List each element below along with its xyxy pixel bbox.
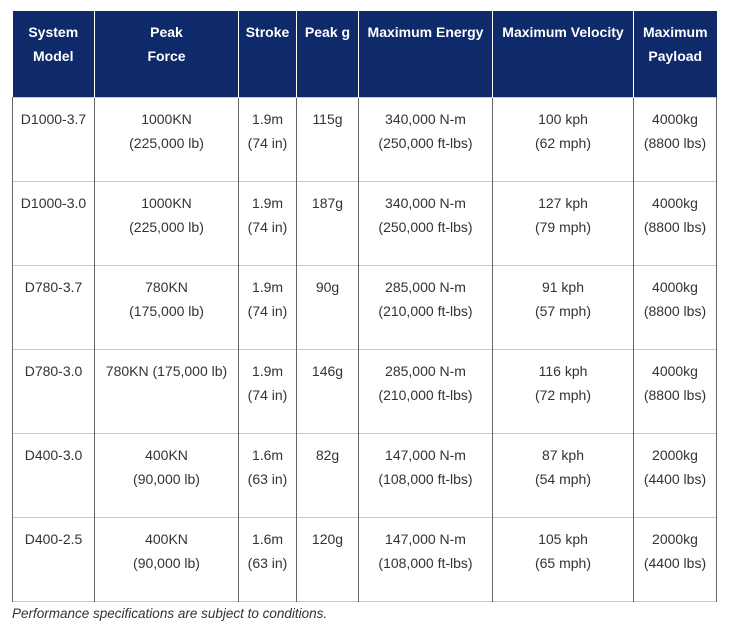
cell-payload [634, 517, 717, 601]
table-row [13, 433, 717, 517]
cell-line: (8800 lbs) [643, 134, 707, 151]
cell-line: (72 mph) [534, 386, 592, 403]
cell-payload [634, 181, 717, 265]
cell-velocity [493, 97, 634, 181]
column-header [239, 11, 297, 97]
cell-peak-g [297, 433, 359, 517]
cell-line: (63 in) [247, 470, 288, 487]
cell-line: 115g [312, 110, 343, 127]
spec-table [12, 11, 717, 602]
cell-line: (62 mph) [534, 134, 592, 151]
footnote: Performance specifications are subject to conditions. [12, 605, 328, 621]
cell-velocity [493, 181, 634, 265]
cell-line: (79 mph) [534, 218, 592, 235]
cell-line: 91 kph [541, 278, 585, 295]
cell-line: (4400 lbs) [643, 470, 707, 487]
cell-line: 147,000 N-m [385, 446, 466, 463]
cell-line: 400KN [145, 530, 188, 547]
cell-payload [634, 349, 717, 433]
cell-line: (63 in) [247, 554, 288, 571]
cell-line: 2000kg [652, 530, 698, 547]
cell-stroke [239, 181, 297, 265]
cell-line: 2000kg [652, 446, 698, 463]
cell-stroke [239, 265, 297, 349]
column-header-line: Maximum [642, 24, 708, 40]
cell-line: 1.9m [251, 110, 284, 127]
column-header-line: Stroke [245, 24, 290, 40]
cell-energy [359, 181, 493, 265]
cell-energy [359, 433, 493, 517]
cell-line: (250,000 ft-lbs) [378, 218, 473, 235]
cell-energy [359, 97, 493, 181]
column-header-line: Maximum Velocity [502, 24, 624, 40]
cell-line: (250,000 ft-lbs) [378, 134, 473, 151]
cell-line: 1.9m [251, 194, 284, 211]
cell-line: (108,000 ft-lbs) [378, 554, 473, 571]
cell-line: (74 in) [247, 302, 288, 319]
table-row [13, 97, 717, 181]
cell-line: 116 kph [538, 362, 588, 379]
cell-line: (225,000 lb) [129, 134, 204, 151]
cell-line: 4000kg [652, 194, 698, 211]
cell-energy [359, 517, 493, 601]
table-body [13, 97, 717, 601]
column-header-line: Peak g [304, 24, 351, 40]
cell-force [95, 517, 239, 601]
cell-line: 285,000 N-m [385, 278, 466, 295]
cell-line: D400-3.0 [24, 446, 83, 463]
cell-payload [634, 265, 717, 349]
cell-stroke [239, 517, 297, 601]
cell-peak-g [297, 181, 359, 265]
cell-line: 1.9m [251, 278, 284, 295]
cell-force [95, 97, 239, 181]
cell-line: (210,000 ft-lbs) [378, 302, 473, 319]
column-header [359, 11, 493, 97]
column-header-line: Model [33, 48, 74, 64]
cell-model [13, 517, 95, 601]
cell-velocity [493, 517, 634, 601]
cell-model [13, 265, 95, 349]
cell-line: D400-2.5 [24, 530, 83, 547]
column-header [297, 11, 359, 97]
column-header [493, 11, 634, 97]
cell-model [13, 97, 95, 181]
cell-peak-g [297, 265, 359, 349]
cell-line: 100 kph [538, 110, 588, 127]
cell-model [13, 433, 95, 517]
cell-line: 90g [315, 278, 340, 295]
cell-line: D780-3.0 [24, 362, 83, 379]
cell-stroke [239, 433, 297, 517]
cell-line: 105 kph [538, 530, 588, 547]
cell-line: 1.6m [251, 446, 284, 463]
cell-line: 82g [315, 446, 340, 463]
cell-payload [634, 97, 717, 181]
cell-line: 780KN (175,000 lb) [105, 362, 228, 379]
cell-line: 340,000 N-m [385, 194, 466, 211]
cell-line: 127 kph [538, 194, 588, 211]
cell-line: 340,000 N-m [385, 110, 466, 127]
cell-payload [634, 433, 717, 517]
cell-force [95, 181, 239, 265]
cell-line: (225,000 lb) [129, 218, 204, 235]
column-header [634, 11, 717, 97]
table-row [13, 349, 717, 433]
cell-line: (74 in) [247, 386, 288, 403]
cell-line: 87 kph [541, 446, 585, 463]
cell-line: 4000kg [652, 362, 698, 379]
cell-peak-g [297, 349, 359, 433]
cell-line: 4000kg [652, 110, 698, 127]
column-header [95, 11, 239, 97]
cell-velocity [493, 265, 634, 349]
cell-line: (8800 lbs) [643, 386, 707, 403]
column-header-line: Peak [150, 24, 183, 40]
cell-line: 147,000 N-m [385, 530, 466, 547]
cell-line: D1000-3.0 [20, 194, 87, 211]
cell-velocity [493, 433, 634, 517]
cell-peak-g [297, 517, 359, 601]
cell-line: (210,000 ft-lbs) [378, 386, 473, 403]
table-row [13, 265, 717, 349]
cell-stroke [239, 97, 297, 181]
column-header-line: System [28, 24, 79, 40]
cell-line: 1.6m [251, 530, 284, 547]
cell-force [95, 349, 239, 433]
cell-line: 400KN [145, 446, 188, 463]
cell-line: (74 in) [247, 218, 288, 235]
cell-line: 187g [311, 194, 344, 211]
cell-line: D1000-3.7 [20, 110, 87, 127]
cell-line: (175,000 lb) [129, 302, 204, 319]
cell-line: (74 in) [247, 134, 288, 151]
cell-line: 120g [311, 530, 344, 547]
cell-model [13, 349, 95, 433]
column-header-line: Maximum Energy [367, 24, 484, 40]
cell-line: (57 mph) [534, 302, 592, 319]
cell-line: 146g [311, 362, 344, 379]
cell-force [95, 433, 239, 517]
cell-line: 285,000 N-m [385, 362, 466, 379]
column-header [13, 11, 95, 97]
cell-peak-g [297, 97, 359, 181]
cell-stroke [239, 349, 297, 433]
cell-line: 1000KN [141, 194, 192, 211]
cell-line: (108,000 ft-lbs) [378, 470, 473, 487]
cell-energy [359, 349, 493, 433]
table-row [13, 181, 717, 265]
cell-velocity [493, 349, 634, 433]
cell-energy [359, 265, 493, 349]
cell-line: D780-3.7 [24, 278, 83, 295]
spec-table-container [12, 11, 716, 621]
header-row [13, 11, 717, 97]
cell-line: (90,000 lb) [133, 470, 200, 487]
cell-line: (54 mph) [534, 470, 592, 487]
cell-line: 1000KN [141, 110, 192, 127]
column-header-line: Force [147, 48, 186, 64]
cell-model [13, 181, 95, 265]
cell-force [95, 265, 239, 349]
cell-line: (90,000 lb) [133, 554, 200, 571]
cell-line: (8800 lbs) [643, 302, 707, 319]
cell-line: 4000kg [652, 278, 698, 295]
cell-line: (8800 lbs) [643, 218, 707, 235]
cell-line: 780KN [145, 278, 188, 295]
column-header-line: Payload [648, 48, 703, 64]
cell-line: 1.9m [251, 362, 284, 379]
cell-line: (4400 lbs) [643, 554, 707, 571]
cell-line: (65 mph) [534, 554, 592, 571]
table-row [13, 517, 717, 601]
